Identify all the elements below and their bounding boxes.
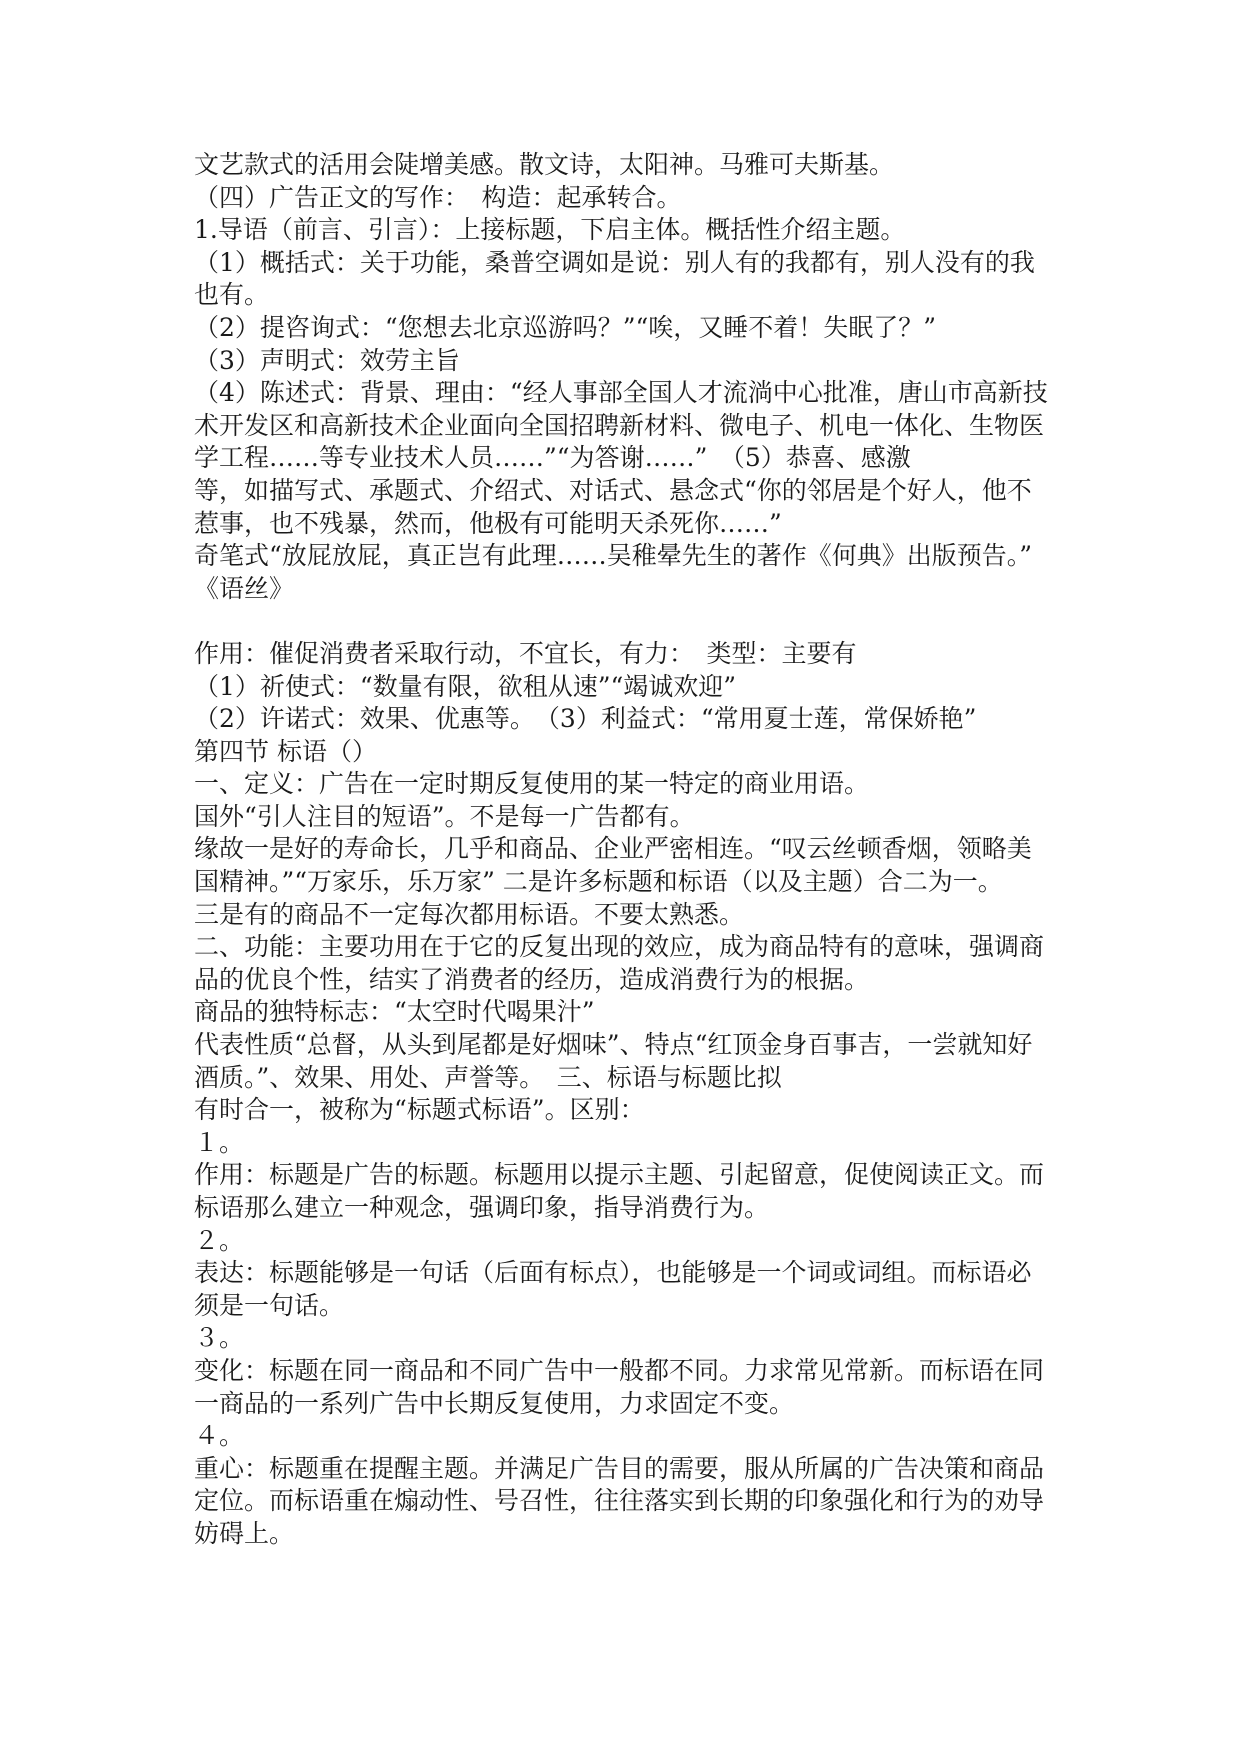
list-number: ４。: [194, 1421, 245, 1451]
text-line: 一、定义：广告在一定时期反复使用的某一特定的商业用语。: [194, 769, 870, 799]
text-line: 惹事，也不残暴，然而，他极有可能明天杀死你……”: [194, 508, 782, 538]
text-line: （3）声明式：效劳主旨: [194, 345, 460, 375]
document-body: [194, 149, 1054, 1551]
text-line: （四）广告正文的写作： 构造：起承转合。: [194, 182, 682, 212]
text-line: （2）许诺式：效果、优惠等。 （3）利益式：“常用夏士莲，常保娇艳”: [194, 704, 977, 734]
text-line: 标语那么建立一种观念，强调印象，指导消费行为。: [194, 1193, 770, 1222]
text-line: 术开发区和高新技术企业面向全国招聘新材料、微电子、机电一体化、生物医: [194, 410, 1045, 440]
text-line: 一商品的一系列广告中长期反复使用，力求固定不变。: [194, 1388, 795, 1418]
text-line: 商品的独特标志：“太空时代喝果汁”: [194, 997, 595, 1027]
text-line: 1.导语（前言、引言）：上接标题，下启主体。概括性介绍主题。: [194, 215, 906, 245]
text-line: 也有。: [194, 280, 270, 310]
list-number: ３。: [194, 1323, 245, 1353]
text-line: 国外“引人注目的短语”。不是每一广告都有。: [194, 801, 695, 831]
text-line: 酒质。”、效果、用处、声誉等。 三、标语与标题比拟: [194, 1062, 782, 1092]
text-line: 二、功能：主要功用在于它的反复出现的效应，成为商品特有的意味，强调商: [194, 932, 1045, 962]
text-line: 文艺款式的活用会陡增美感。散文诗，太阳神。马雅可夫斯基。: [194, 150, 895, 179]
section-heading: 第四节 标语（）: [194, 736, 377, 766]
text-line: 品的优良个性，结实了消费者的经历，造成消费行为的根据。: [194, 964, 870, 994]
text-line: （1）概括式：关于功能，桑普空调如是说：别人有的我都有，别人没有的我: [194, 247, 1035, 277]
text-line: （2）提咨询式：“您想去北京巡游吗？”“唉，又睡不着！失眠了？”: [194, 312, 937, 342]
text-line: 奇笔式“放屁放屁，真正岂有此理……吴稚晕先生的著作《何典》出版预告。”: [194, 541, 1033, 571]
blank-line: [194, 605, 1054, 638]
text-line: （1）祈使式：“数量有限，欲租从速”“竭诚欢迎”: [194, 671, 737, 701]
text-line: 作用：标题是广告的标题。标题用以提示主题、引起留意，促使阅读正文。而: [194, 1160, 1045, 1190]
text-line: 妨碍上。: [194, 1518, 295, 1548]
list-number: １。: [194, 1127, 245, 1157]
text-line: 等，如描写式、承题式、介绍式、对话式、悬念式“你的邻居是个好人，他不: [194, 475, 1032, 505]
text-line: 学工程……等专业技术人员……”“为答谢……” （5）恭喜、感激: [194, 443, 911, 473]
text-line: （4）陈述式：背景、理由：“经人事部全国人才流淌中心批准，唐山市高新技: [194, 378, 1048, 408]
list-number: ２。: [194, 1225, 245, 1255]
text-line: 须是一句话。: [194, 1290, 345, 1320]
text-line: 《语丝》: [194, 573, 295, 603]
text-line: 作用：催促消费者采取行动，不宜长，有力： 类型：主要有: [194, 638, 857, 668]
text-line: 缘故一是好的寿命长，几乎和商品、企业严密相连。“叹云丝顿香烟，领略美: [194, 834, 1032, 864]
text-line: 代表性质“总督，从头到尾都是好烟味”、特点“红顶金身百事吉，一尝就知好: [194, 1030, 1033, 1060]
text-line: 重心：标题重在提醒主题。并满足广告目的需要，服从所属的广告决策和商品: [194, 1453, 1045, 1483]
text-line: 国精神。”“万家乐，乐万家” 二是许多标题和标语（以及主题）合二为一。: [194, 867, 1003, 897]
text-line: 定位。而标语重在煽动性、号召性，往往落实到长期的印象强化和行为的劝导: [194, 1486, 1045, 1516]
text-line: 有时合一，被称为“标题式标语”。区别：: [194, 1095, 645, 1125]
text-line: 变化：标题在同一商品和不同广告中一般都不同。力求常见常新。而标语在同: [194, 1355, 1045, 1385]
text-line: 表达：标题能够是一句话（后面有标点），也能够是一个词或词组。而标语必: [194, 1258, 1032, 1288]
text-line: 三是有的商品不一定每次都用标语。不要太熟悉。: [194, 899, 745, 929]
